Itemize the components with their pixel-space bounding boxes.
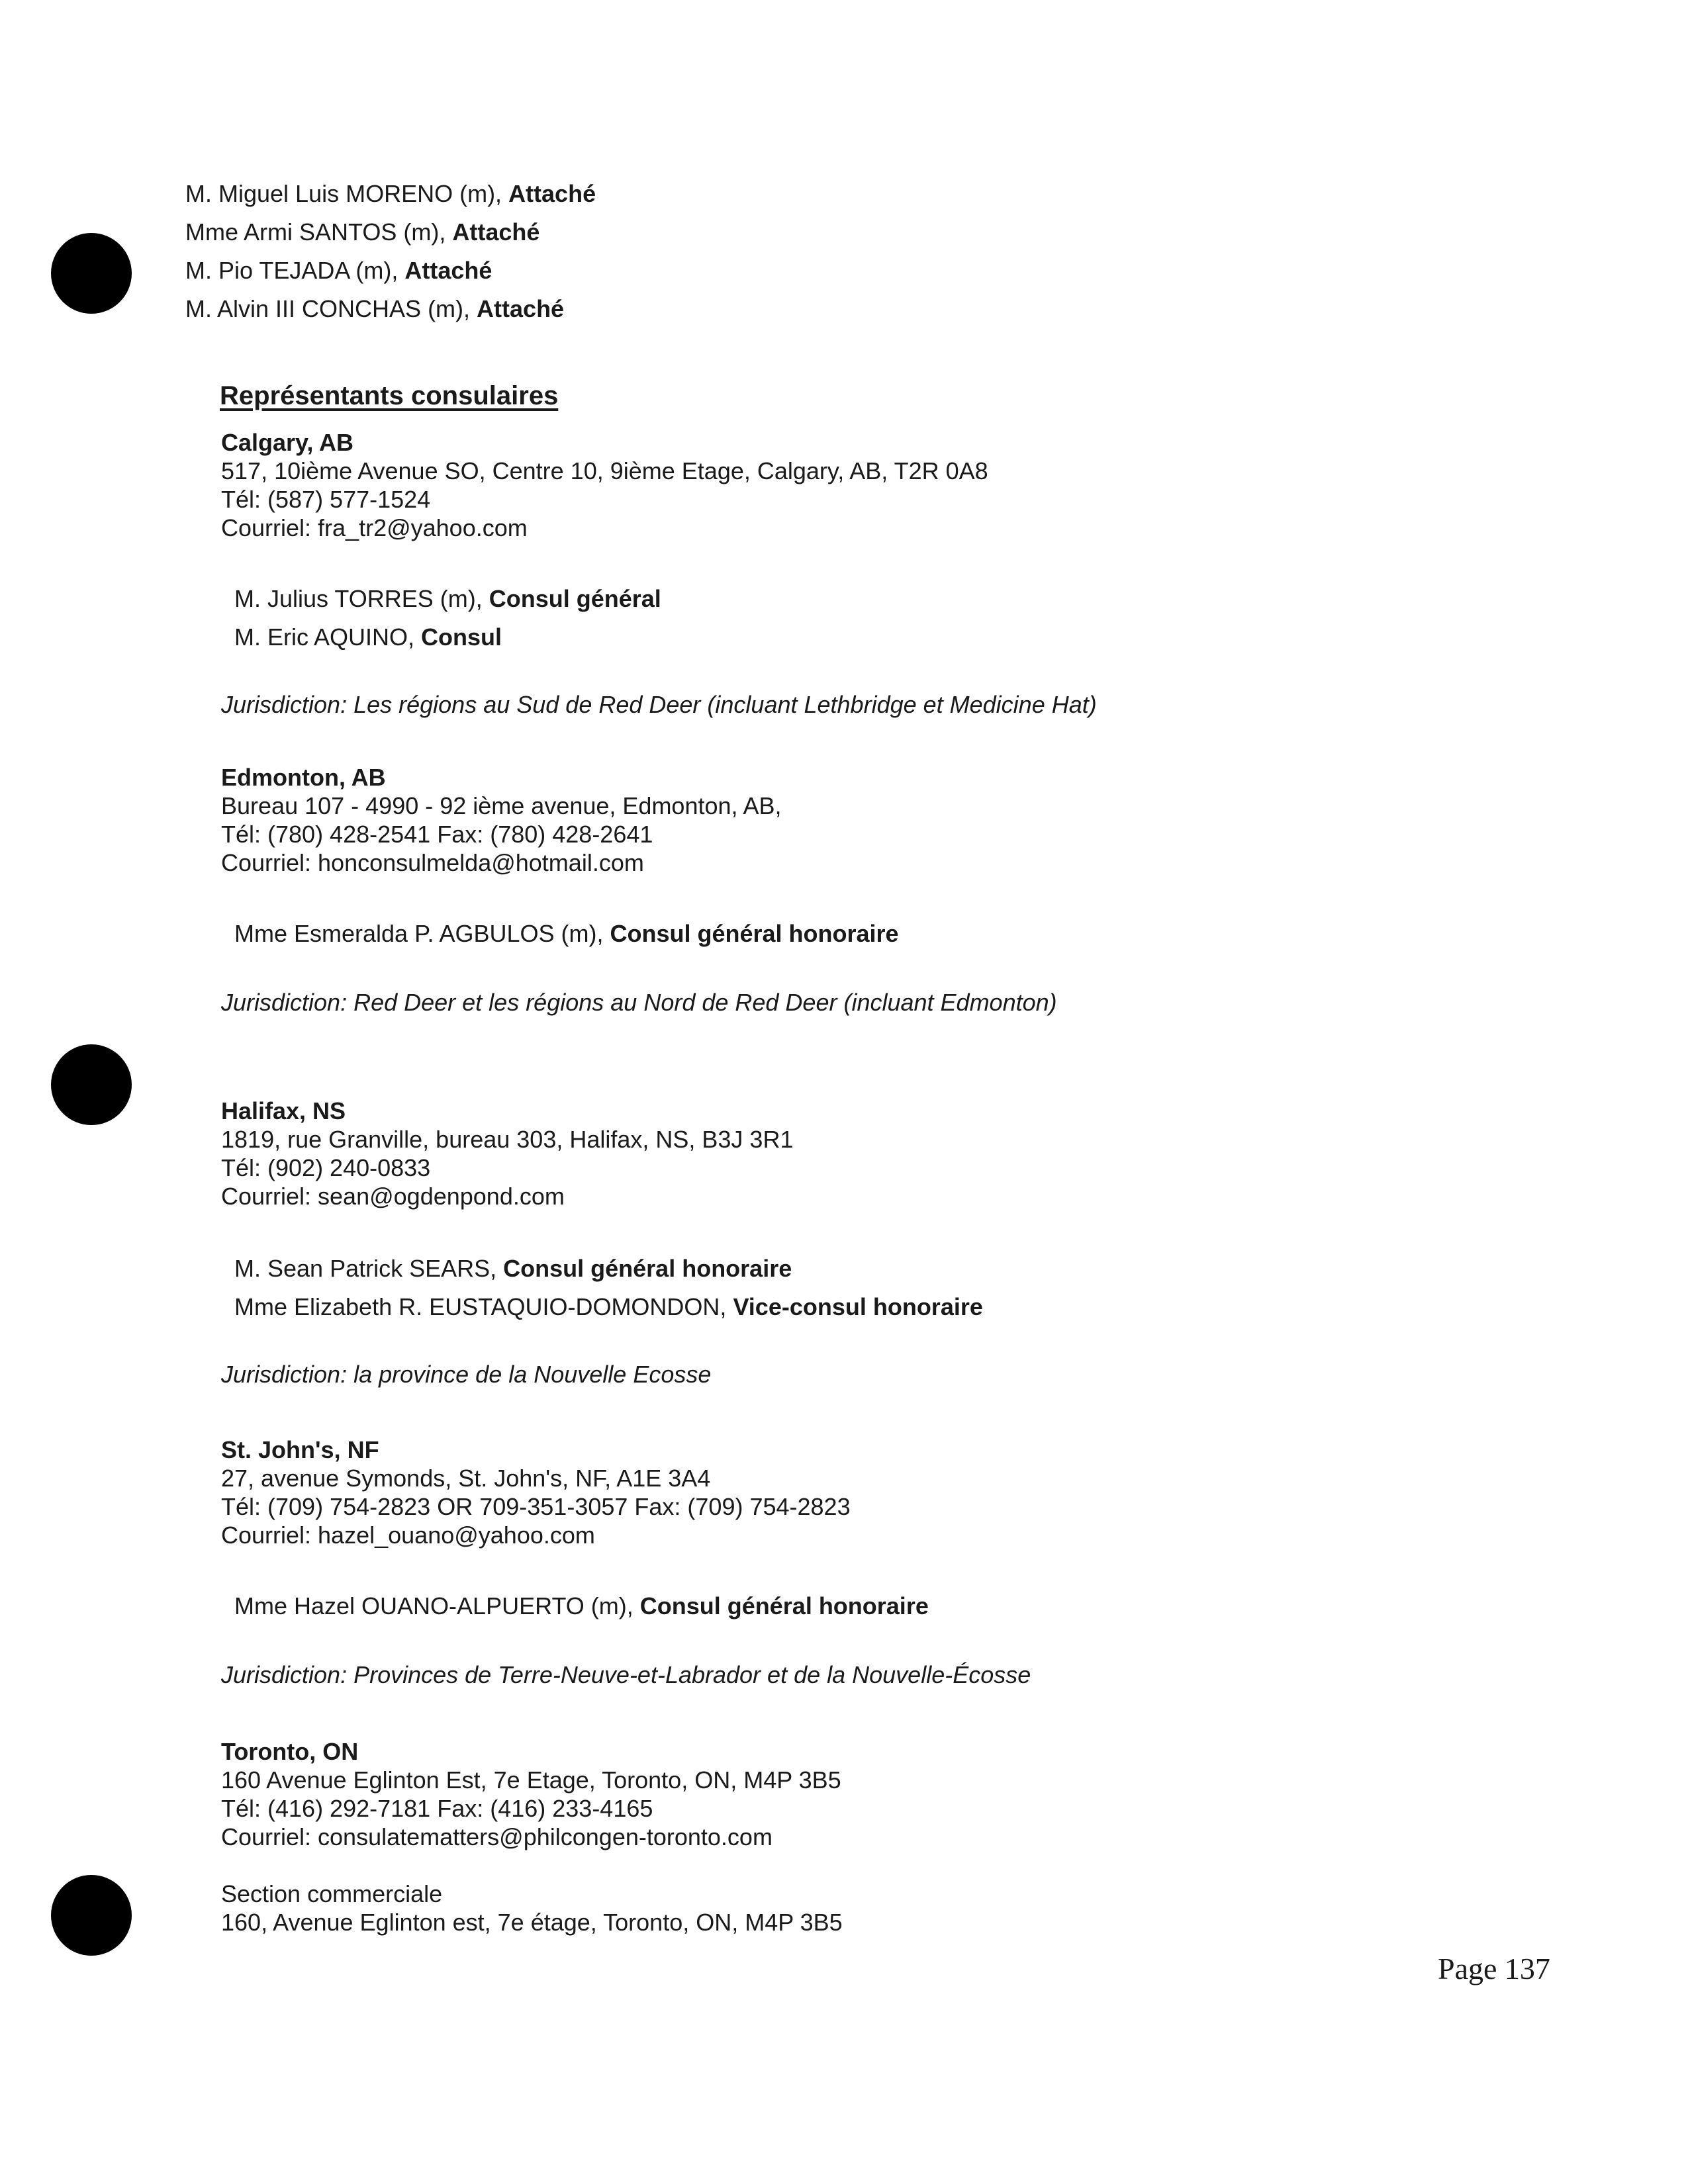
- jurisdiction-note: Jurisdiction: Les régions au Sud de Red Deer (incluant Lethbridge et Medicine Hat): [221, 691, 1097, 718]
- address-line: Courriel: fra_tr2@yahoo.com: [221, 514, 528, 541]
- office-city: Edmonton, AB: [221, 764, 386, 791]
- office-city: Halifax, NS: [221, 1097, 346, 1124]
- staff-line: M. Alvin III CONCHAS (m), Attaché: [185, 295, 565, 322]
- address-line: 1819, rue Granville, bureau 303, Halifax, NS, B3J 3R1: [221, 1126, 794, 1153]
- commercial-section-heading: Section commerciale: [221, 1880, 443, 1907]
- office-city: St. John's, NF: [221, 1436, 379, 1463]
- jurisdiction-note: Jurisdiction: Red Deer et les régions au Nord de Red Deer (incluant Edmonton): [221, 989, 1057, 1016]
- address-line: 27, avenue Symonds, St. John's, NF, A1E 3A4: [221, 1465, 711, 1492]
- consul-line: Mme Elizabeth R. EUSTAQUIO-DOMONDON, Vice-consul honoraire: [234, 1293, 983, 1320]
- office-address: [221, 1125, 793, 1210]
- punch-hole-top: [51, 233, 132, 314]
- consul-line: Mme Hazel OUANO-ALPUERTO (m), Consul général honoraire: [234, 1592, 929, 1619]
- page-number: Page 137: [1438, 1952, 1550, 1985]
- address-line: 517, 10ième Avenue SO, Centre 10, 9ième Etage, Calgary, AB, T2R 0A8: [221, 457, 988, 484]
- address-line: Tél: (709) 754-2823 OR 709-351-3057 Fax: (709) 754-2823: [221, 1493, 851, 1520]
- address-line: 160, Avenue Eglinton est, 7e étage, Toronto, ON, M4P 3B5: [221, 1909, 843, 1936]
- staff-line: M. Pio TEJADA (m), Attaché: [185, 257, 492, 284]
- staff-line: M. Miguel Luis MORENO (m), Attaché: [185, 180, 596, 207]
- address-line: Courriel: honconsulmelda@hotmail.com: [221, 849, 644, 876]
- address-line: Courriel: sean@ogdenpond.com: [221, 1183, 565, 1210]
- office-address: [221, 457, 988, 542]
- consul-line: M. Eric AQUINO, Consul: [234, 623, 502, 651]
- address-line: 160 Avenue Eglinton Est, 7e Etage, Toronto, ON, M4P 3B5: [221, 1766, 841, 1794]
- consul-line: M. Julius TORRES (m), Consul général: [234, 585, 661, 612]
- office-city: Calgary, AB: [221, 429, 354, 456]
- jurisdiction-note: Jurisdiction: Provinces de Terre-Neuve-et-Labrador et de la Nouvelle-Écosse: [221, 1661, 1031, 1688]
- punch-hole-middle: [51, 1044, 132, 1125]
- address-line: Bureau 107 - 4990 - 92 ième avenue, Edmonton, AB,: [221, 792, 782, 819]
- commercial-section: [221, 1880, 843, 1936]
- address-line: Tél: (587) 577-1524: [221, 486, 431, 513]
- section-title: Représentants consulaires: [220, 381, 559, 410]
- office-address: [221, 792, 782, 877]
- office-address: [221, 1464, 851, 1549]
- consul-line: Mme Esmeralda P. AGBULOS (m), Consul général honoraire: [234, 920, 899, 947]
- office-city: Toronto, ON: [221, 1738, 359, 1765]
- office-address: [221, 1766, 841, 1851]
- punch-hole-bottom: [51, 1875, 132, 1956]
- address-line: Tél: (416) 292-7181 Fax: (416) 233-4165: [221, 1795, 653, 1822]
- address-line: Tél: (902) 240-0833: [221, 1154, 431, 1181]
- address-line: Tél: (780) 428-2541 Fax: (780) 428-2641: [221, 821, 653, 848]
- jurisdiction-note: Jurisdiction: la province de la Nouvelle Ecosse: [221, 1361, 712, 1388]
- address-line: Courriel: hazel_ouano@yahoo.com: [221, 1522, 595, 1549]
- consul-line: M. Sean Patrick SEARS, Consul général honoraire: [234, 1255, 792, 1282]
- staff-line: Mme Armi SANTOS (m), Attaché: [185, 218, 540, 246]
- address-line: Courriel: consulatematters@philcongen-toronto.com: [221, 1823, 773, 1850]
